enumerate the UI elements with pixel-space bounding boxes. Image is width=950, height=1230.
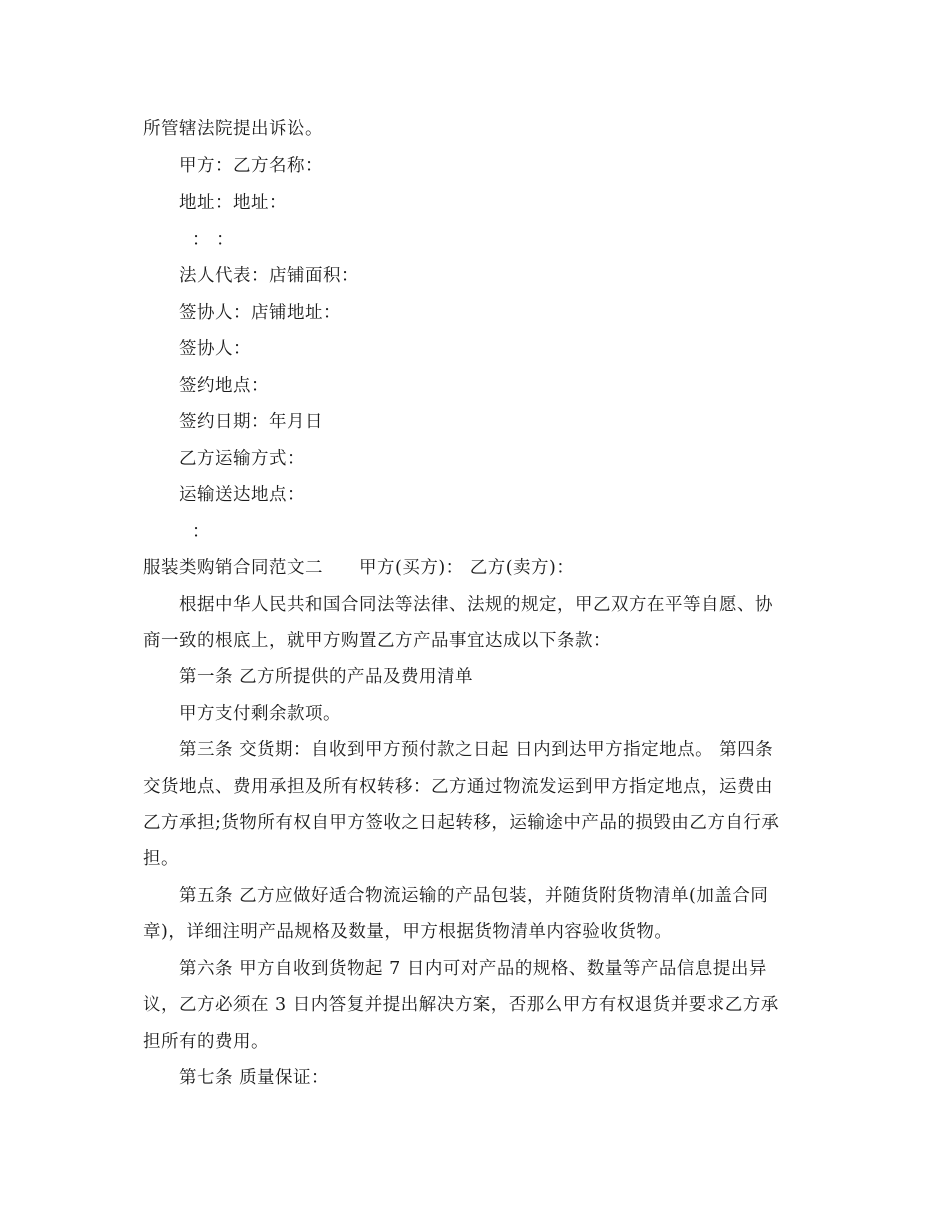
text-line: 担。 — [143, 849, 179, 869]
text-line: 甲方：乙方名称： — [179, 156, 323, 176]
text-line: 法人代表：店铺面积： — [179, 266, 359, 286]
section-title: 服装类购销合同范文二 — [143, 558, 323, 578]
text-line: 乙方承担;货物所有权自甲方签收之日起转移，运输途中产品的损毁由乙方自行承 — [143, 813, 780, 833]
text-line: 签协人： — [179, 339, 251, 359]
text-line: 交货地点、费用承担及所有权转移：乙方通过物流发运到甲方指定地点，运费由 — [143, 777, 773, 797]
text-line: 担所有的费用。 — [143, 1032, 269, 1052]
text-line: 地址：地址： — [179, 193, 287, 213]
text-line: 签协人：店铺地址： — [179, 303, 341, 323]
text-line: 甲方支付剩余款项。 — [179, 704, 341, 724]
text-line: 第七条 质量保证： — [179, 1068, 330, 1088]
text-line: ： — [192, 522, 210, 542]
text-line: 所管辖法院提出诉讼。 — [143, 119, 323, 139]
text-line: 第五条 乙方应做好适合物流运输的产品包装，并随货附货物清单(加盖合同 — [179, 886, 769, 906]
text-line: 议，乙方必须在 3 日内答复并提出解决方案，否那么甲方有权退货并要求乙方承 — [143, 995, 779, 1015]
parties-line: 甲方(买方)： 乙方(卖方)： — [359, 558, 575, 578]
text-line: 根据中华人民共和国合同法等法律、法规的规定，甲乙双方在平等自愿、协 — [179, 595, 773, 615]
text-line: ： ： — [192, 230, 235, 250]
text-line: 签约地点： — [179, 376, 269, 396]
text-line: 签约日期：年月日 — [179, 412, 323, 432]
text-line: 运输送达地点： — [179, 485, 305, 505]
text-line: 第一条 乙方所提供的产品及费用清单 — [179, 667, 474, 687]
text-line: 商一致的根底上，就甲方购置乙方产品事宜达成以下条款： — [143, 631, 611, 651]
text-line: 第六条 甲方自收到货物起 7 日内可对产品的规格、数量等产品信息提出异 — [179, 959, 767, 979]
heading-line — [143, 557, 574, 579]
text-line: 乙方运输方式： — [179, 449, 305, 469]
text-line: 第三条 交货期：自收到甲方预付款之日起 日内到达甲方指定地点。 第四条 — [179, 740, 774, 760]
text-line: 章)，详细注明产品规格及数量，甲方根据货物清单内容验收货物。 — [143, 922, 673, 942]
